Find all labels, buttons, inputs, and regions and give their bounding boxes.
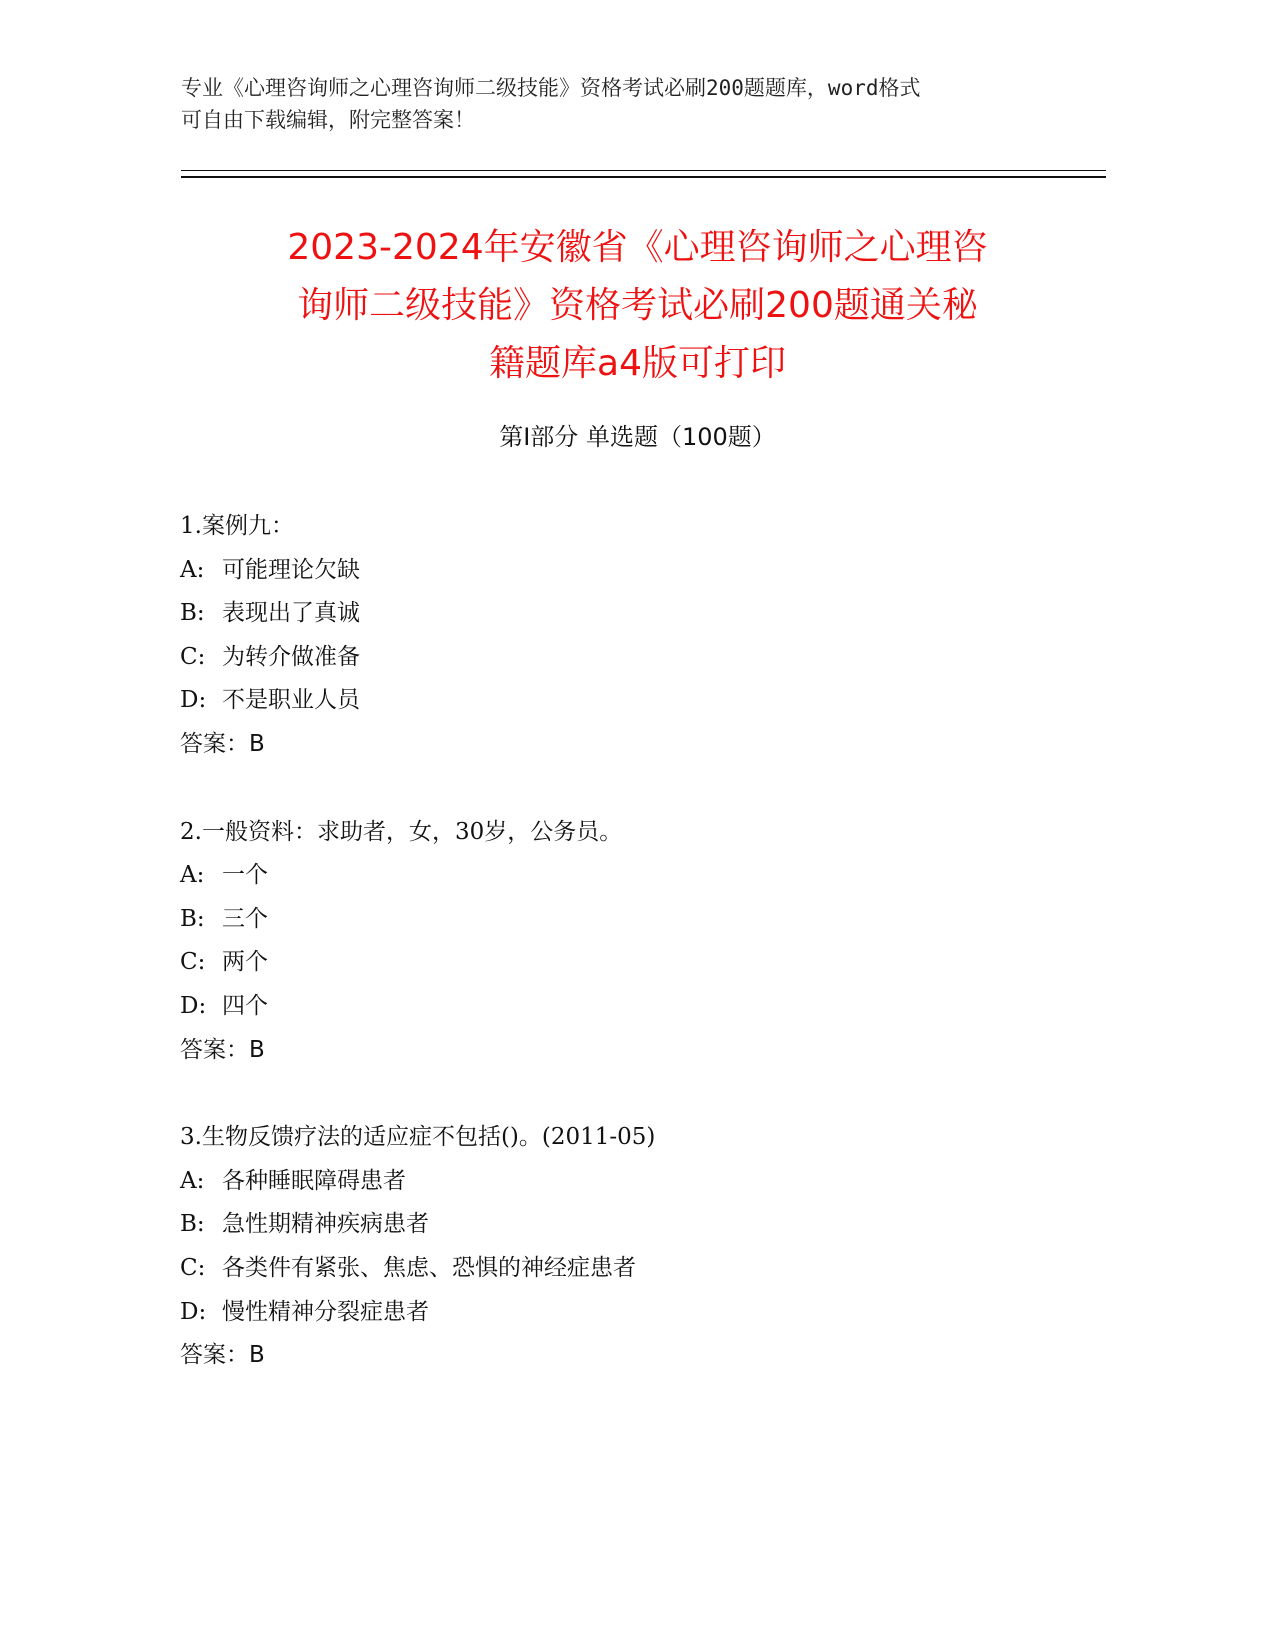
option-letter: A: xyxy=(180,862,205,889)
option-b xyxy=(180,898,1100,942)
option-text: 各类件有紧张、焦虑、恐惧的神经症患者 xyxy=(222,1254,636,1281)
option-text: 表现出了真诚 xyxy=(222,600,360,627)
option-text: 两个 xyxy=(222,949,268,976)
question-list xyxy=(180,505,1100,1422)
document-header-note xyxy=(181,72,1081,136)
question-item xyxy=(180,505,1100,767)
option-letter: C: xyxy=(180,1254,206,1281)
header-divider-thick xyxy=(181,176,1106,178)
option-text: 不是职业人员 xyxy=(222,687,360,714)
option-a xyxy=(180,1160,1100,1204)
option-text: 一个 xyxy=(222,862,268,889)
header-note-line-1: 专业《心理咨询师之心理咨询师二级技能》资格考试必刷200题题库，word格式 xyxy=(181,76,921,100)
document-title xyxy=(160,219,1115,393)
option-c xyxy=(180,941,1100,985)
option-text: 慢性精神分裂症患者 xyxy=(222,1298,429,1325)
option-text: 三个 xyxy=(222,905,268,932)
question-stem: 2.一般资料：求助者，女，30岁，公务员。 xyxy=(180,818,623,845)
option-letter: A: xyxy=(180,556,205,583)
option-text: 急性期精神疾病患者 xyxy=(222,1211,429,1238)
option-letter: B: xyxy=(180,1211,205,1238)
header-divider-thin xyxy=(181,170,1106,171)
option-a xyxy=(180,549,1100,593)
option-letter: D: xyxy=(180,1298,207,1325)
option-b xyxy=(180,1203,1100,1247)
question-item xyxy=(180,1116,1100,1378)
option-text: 四个 xyxy=(222,992,268,1019)
option-b xyxy=(180,592,1100,636)
option-letter: D: xyxy=(180,687,207,714)
question-stem: 1.案例九： xyxy=(180,513,294,539)
option-d xyxy=(180,985,1100,1029)
section-heading: 第I部分 单选题（100题） xyxy=(499,423,776,451)
option-letter: C: xyxy=(180,643,206,670)
option-a xyxy=(180,854,1100,898)
option-text: 可能理论欠缺 xyxy=(222,556,360,583)
question-item xyxy=(180,811,1100,1073)
document-title-line-3: 籍题库a4版可打印 xyxy=(489,343,786,384)
option-letter: A: xyxy=(180,1167,205,1194)
option-d xyxy=(180,679,1100,723)
option-letter: B: xyxy=(180,905,205,932)
option-text: 为转介做准备 xyxy=(222,643,360,670)
option-letter: C: xyxy=(180,949,206,976)
header-note-line-2: 可自由下载编辑，附完整答案！ xyxy=(181,108,475,132)
option-letter: D: xyxy=(180,992,207,1019)
answer-line: 答案：B xyxy=(180,730,265,757)
option-d xyxy=(180,1291,1100,1335)
answer-line: 答案：B xyxy=(180,1342,265,1369)
option-letter: B: xyxy=(180,600,205,627)
answer-line: 答案：B xyxy=(180,1036,265,1063)
document-title-line-1: 2023-2024年安徽省《心理咨询师之心理咨 xyxy=(287,227,988,268)
question-stem: 3.生物反馈疗法的适应症不包括()。(2011-05) xyxy=(180,1124,656,1151)
option-c xyxy=(180,636,1100,680)
document-title-line-2: 询师二级技能》资格考试必刷200题通关秘 xyxy=(297,285,978,326)
option-c xyxy=(180,1247,1100,1291)
option-text: 各种睡眠障碍患者 xyxy=(222,1167,406,1194)
